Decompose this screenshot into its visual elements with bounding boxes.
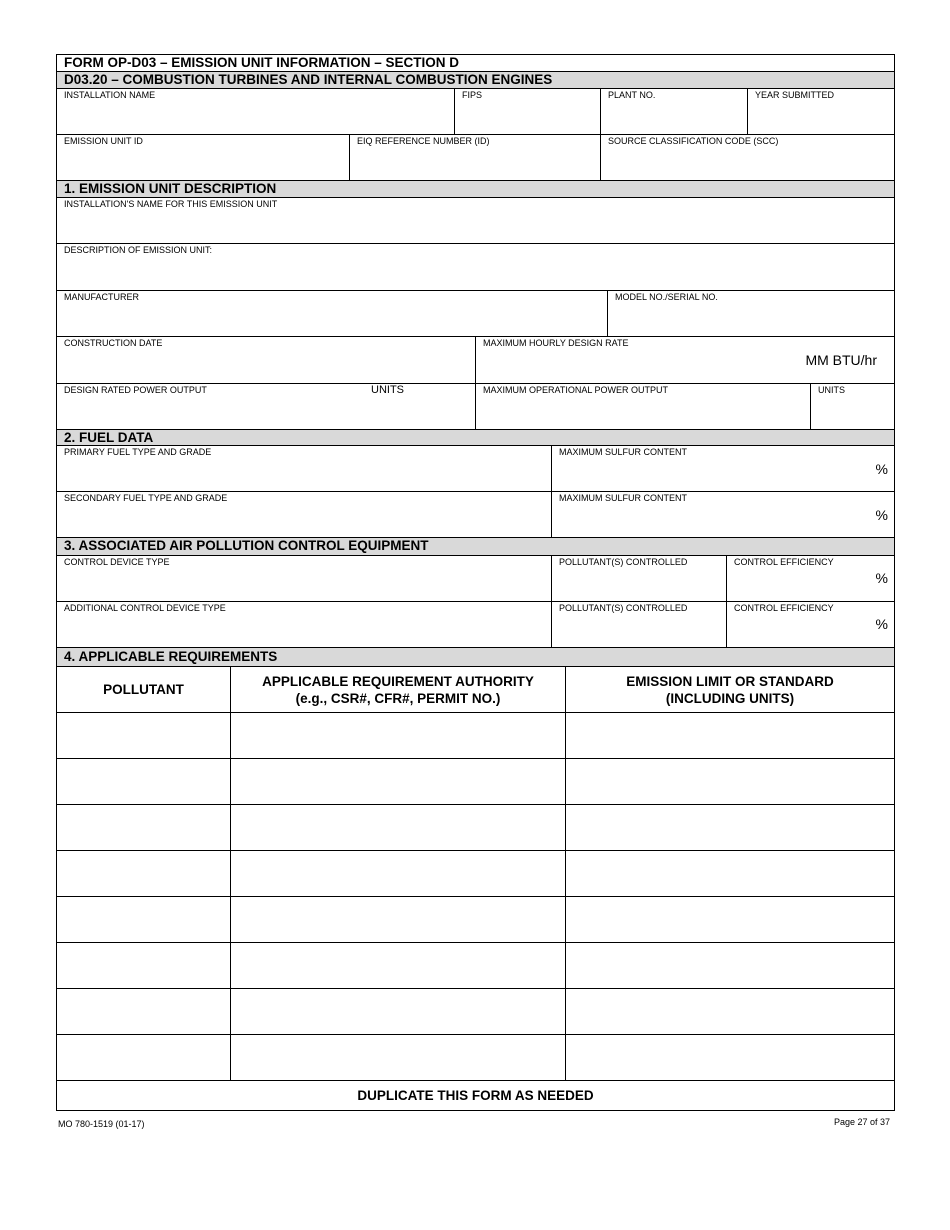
page-number: Page 27 of 37 <box>834 1117 891 1127</box>
max-sulfur-field-1[interactable]: MAXIMUM SULFUR CONTENT % <box>559 447 888 477</box>
section2-title: 2. FUEL DATA <box>56 430 895 446</box>
pollutant-cell[interactable] <box>57 851 231 896</box>
table-row <box>56 759 895 805</box>
emission-unit-form <box>56 54 895 1111</box>
form-number: MO 780-1519 (01-17) <box>58 1119 145 1129</box>
authority-cell[interactable] <box>231 851 566 896</box>
fips-field[interactable]: FIPS <box>455 89 601 134</box>
table-row <box>56 1035 895 1081</box>
table-row <box>56 851 895 897</box>
primary-fuel-row <box>56 446 895 492</box>
design-power-units-label: UNITS <box>371 384 404 396</box>
manufacturer-field[interactable]: MANUFACTURER <box>57 291 608 336</box>
primary-fuel-field[interactable]: PRIMARY FUEL TYPE AND GRADE <box>57 446 552 491</box>
pollutant-cell[interactable] <box>57 1035 231 1080</box>
construction-row <box>56 337 895 384</box>
table-row <box>56 989 895 1035</box>
requirements-rows <box>56 713 895 1081</box>
authority-column-header: APPLICABLE REQUIREMENT AUTHORITY (e.g., CSR#, CFR#, PERMIT NO.) <box>231 667 566 712</box>
design-power-field[interactable]: DESIGN RATED POWER OUTPUT UNITS <box>57 384 476 429</box>
pollutant-cell[interactable] <box>57 989 231 1034</box>
table-row <box>56 713 895 759</box>
pollutants-controlled-field-1[interactable]: POLLUTANT(S) CONTROLLED <box>552 556 727 601</box>
limit-column-header: EMISSION LIMIT OR STANDARD (INCLUDING UNITS) <box>626 673 834 706</box>
operational-units-field[interactable]: UNITS <box>818 385 845 395</box>
section3-title: 3. ASSOCIATED AIR POLLUTION CONTROL EQUIPMENT <box>56 538 895 556</box>
secondary-fuel-field[interactable]: SECONDARY FUEL TYPE AND GRADE <box>57 492 552 537</box>
description-field[interactable]: DESCRIPTION OF EMISSION UNIT: <box>64 245 213 255</box>
authority-cell[interactable] <box>231 805 566 850</box>
table-row <box>56 943 895 989</box>
secondary-fuel-row <box>56 492 895 538</box>
emission-unit-id-field[interactable]: EMISSION UNIT ID <box>57 135 350 180</box>
authority-cell[interactable] <box>231 713 566 758</box>
pollutants-controlled-field-2[interactable]: POLLUTANT(S) CONTROLLED <box>552 602 727 647</box>
power-row <box>56 384 895 430</box>
pollutant-cell[interactable] <box>57 897 231 942</box>
scc-field[interactable]: SOURCE CLASSIFICATION CODE (SCC) <box>608 136 779 146</box>
authority-cell[interactable] <box>231 1035 566 1080</box>
limit-cell[interactable] <box>566 943 894 988</box>
pollutant-cell[interactable] <box>57 759 231 804</box>
max-sulfur-field-2[interactable]: MAXIMUM SULFUR CONTENT % <box>559 493 888 523</box>
limit-cell[interactable] <box>566 1035 894 1080</box>
control-efficiency-field-2[interactable]: CONTROL EFFICIENCY % <box>734 603 888 632</box>
installation-name-field[interactable]: INSTALLATION NAME <box>57 89 455 134</box>
form-title: FORM OP-D03 – EMISSION UNIT INFORMATION – SECTION D <box>56 54 895 72</box>
control-efficiency-field-1[interactable]: CONTROL EFFICIENCY % <box>734 557 888 586</box>
eiq-reference-field[interactable]: EIQ REFERENCE NUMBER (ID) <box>350 135 601 180</box>
table-row <box>56 805 895 851</box>
section1-title: 1. EMISSION UNIT DESCRIPTION <box>56 181 895 198</box>
section4-title: 4. APPLICABLE REQUIREMENTS <box>56 648 895 667</box>
plant-no-field[interactable]: PLANT NO. <box>601 89 748 134</box>
mmbtu-unit-label: MM BTU/hr <box>805 352 877 368</box>
limit-cell[interactable] <box>566 897 894 942</box>
limit-cell[interactable] <box>566 989 894 1034</box>
construction-date-field[interactable]: CONSTRUCTION DATE <box>57 337 476 383</box>
limit-cell[interactable] <box>566 851 894 896</box>
description-row <box>56 244 895 291</box>
authority-cell[interactable] <box>231 989 566 1034</box>
efficiency-percent-2: % <box>875 616 888 632</box>
form-subtitle: D03.20 – COMBUSTION TURBINES AND INTERNAL COMBUSTION ENGINES <box>56 72 895 89</box>
sulfur-percent-2: % <box>875 507 888 523</box>
additional-device-row <box>56 602 895 648</box>
max-hourly-rate-field[interactable]: MAXIMUM HOURLY DESIGN RATE MM BTU/hr <box>483 338 877 368</box>
model-serial-field[interactable]: MODEL NO./SERIAL NO. <box>615 292 718 302</box>
table-row <box>56 897 895 943</box>
pollutant-column-header: POLLUTANT <box>57 667 231 712</box>
installation-unit-name-field[interactable]: INSTALLATION'S NAME FOR THIS EMISSION UNIT <box>64 199 278 209</box>
sulfur-percent-1: % <box>875 461 888 477</box>
control-device-row <box>56 556 895 602</box>
pollutant-cell[interactable] <box>57 805 231 850</box>
unit-id-row <box>56 135 895 181</box>
year-submitted-field[interactable]: YEAR SUBMITTED <box>755 90 835 100</box>
control-device-field[interactable]: CONTROL DEVICE TYPE <box>57 556 552 601</box>
limit-cell[interactable] <box>566 713 894 758</box>
limit-cell[interactable] <box>566 805 894 850</box>
authority-cell[interactable] <box>231 897 566 942</box>
efficiency-percent-1: % <box>875 570 888 586</box>
authority-cell[interactable] <box>231 759 566 804</box>
requirements-header-row <box>56 667 895 713</box>
manufacturer-row <box>56 291 895 337</box>
unit-name-row <box>56 198 895 244</box>
pollutant-cell[interactable] <box>57 713 231 758</box>
pollutant-cell[interactable] <box>57 943 231 988</box>
authority-cell[interactable] <box>231 943 566 988</box>
additional-device-field[interactable]: ADDITIONAL CONTROL DEVICE TYPE <box>57 602 552 647</box>
installation-row <box>56 89 895 135</box>
limit-cell[interactable] <box>566 759 894 804</box>
duplicate-note: DUPLICATE THIS FORM AS NEEDED <box>56 1081 895 1111</box>
max-operational-power-field[interactable]: MAXIMUM OPERATIONAL POWER OUTPUT <box>476 384 811 429</box>
